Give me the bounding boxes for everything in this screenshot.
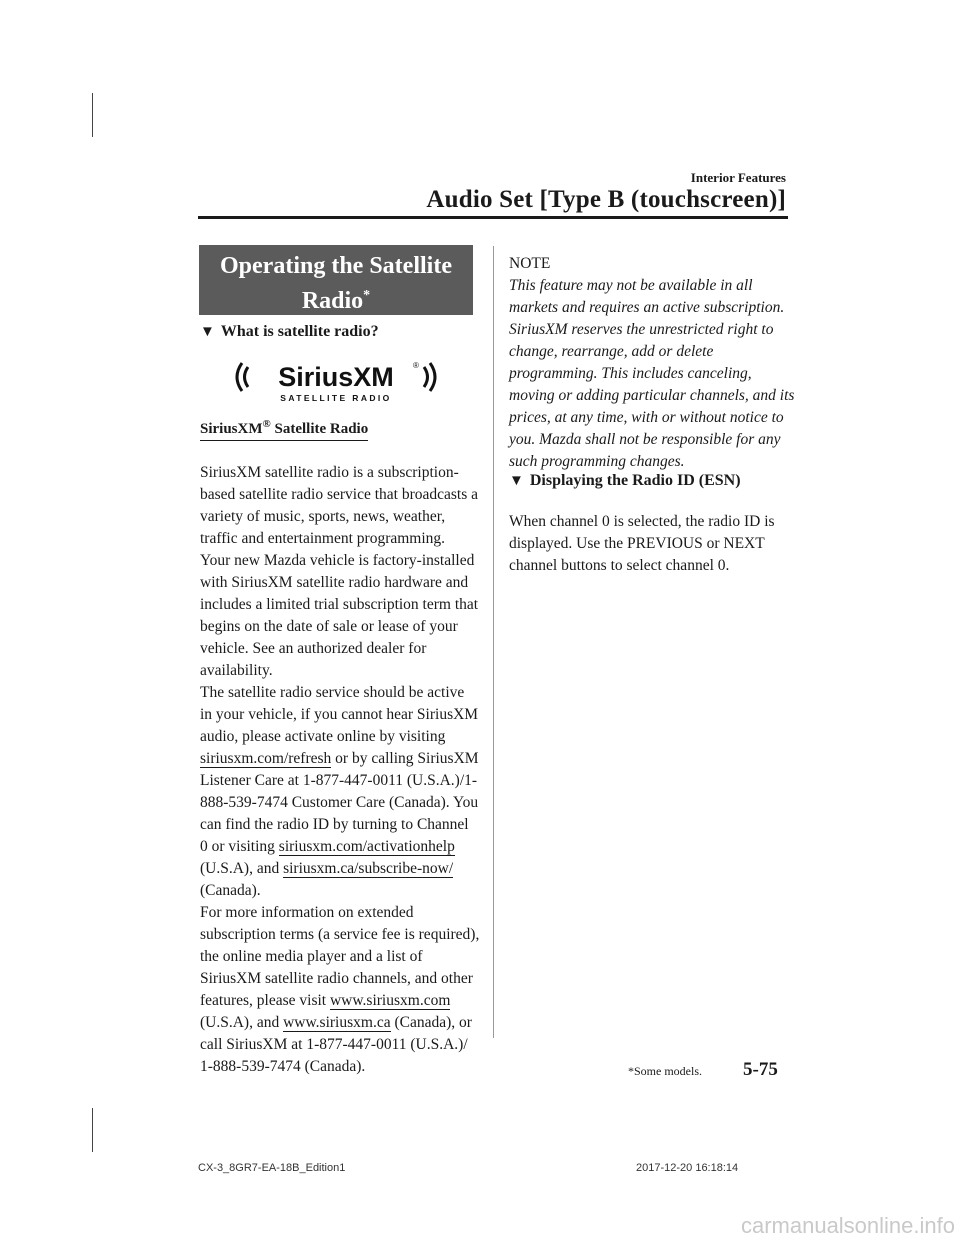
satellite-radio-body: [200, 462, 480, 1078]
subhead-label: What is satellite radio?: [220, 323, 379, 340]
link-www-siriusxm-ca[interactable]: www.siriusxm.ca: [283, 1014, 391, 1031]
note-block: [509, 253, 795, 473]
logo-reg-mark: ®: [413, 361, 419, 370]
some-models-star: *: [363, 288, 371, 303]
footnote: *Some models.: [628, 1064, 702, 1078]
link-siriusxm-refresh[interactable]: siriusxm.com/refresh: [200, 750, 332, 767]
paragraph: [200, 682, 480, 902]
radio-id-text: When channel 0 is selected, the radio ID is displayed. Use the PREVIOUS or NEXT channel buttons to select channel 0.: [509, 513, 775, 574]
logo-brand-text: SiriusXM: [278, 362, 394, 392]
paragraph: Your new Mazda vehicle is factory-installed with SiriusXM satellite radio hardware and includes a limited trial subscription term that begins on the date of sale or lease of your vehicle. See an authorized dealer for availability.: [200, 552, 479, 679]
note-label: NOTE: [509, 255, 551, 272]
section-heading-box: [199, 245, 473, 315]
caption-brand: SiriusXM: [200, 421, 263, 437]
triangle-down-icon: ▼: [200, 324, 215, 340]
note-text: This feature may not be available in all markets and requires an active subscription. SiriusXM reserves the unrestricted right to change, rearrange, add or delete programming. This includes canceling, moving or adding particular channels, and its prices, at any time, with or without notice to you. Mazda shall not be responsible for any such programming changes.: [509, 277, 795, 470]
subhead-what-is-satellite-radio: [200, 323, 379, 341]
link-www-siriusxm-com[interactable]: www.siriusxm.com: [329, 992, 451, 1009]
crop-mark: [92, 93, 93, 137]
subhead-radio-id: [509, 472, 741, 490]
caption-reg-mark: ®: [262, 418, 271, 430]
link-activationhelp[interactable]: siriusxm.com/activationhelp: [278, 838, 455, 855]
page-number: 5-75: [743, 1059, 778, 1080]
text-run: (Canada), or call SiriusXM at 1-877-447-0011 (U.S.A.)/ 1-888-539-7474 (Canada).: [200, 1014, 472, 1075]
text-run: For more information on extended subscription terms (a service fee is required), the online media player and a list of SiriusXM satellite radio channels, and other features, please visit: [200, 904, 480, 1009]
paragraph: SiriusXM satellite radio is a subscription-based satellite radio service that broadcasts a variety of music, sports, news, weather, traffic and entertainment programming.: [200, 464, 479, 547]
link-siriusxm-ca-subscribe[interactable]: siriusxm.ca/subscribe-now/: [283, 860, 454, 877]
column-divider: [493, 246, 494, 1038]
crop-mark: [92, 1108, 93, 1152]
text-run: (U.S.A), and: [200, 1014, 284, 1031]
logo-caption: [200, 418, 368, 441]
header-section-label: Interior Features: [690, 170, 786, 185]
caption-text: Satellite Radio: [270, 421, 369, 437]
text-run: The satellite radio service should be active in your vehicle, if you cannot hear SiriusXM audio, please activate online by visiting: [200, 684, 479, 745]
siriusxm-logo: [230, 355, 442, 405]
text-run: or by calling SiriusXM Listener Care at 1-877-447-0011 (U.S.A.)/1-888-539-7474 Customer Care (Canada). You can find the radio ID by turning to Channel 0 or visiting: [200, 750, 479, 855]
section-heading-line2: [199, 281, 473, 316]
page-title: Audio Set [Type B (touchscreen)]: [426, 186, 786, 213]
logo-subtitle: SATELLITE RADIO: [280, 393, 392, 403]
triangle-down-icon: ▼: [509, 473, 524, 489]
text-run: (U.S.A), and: [200, 860, 284, 877]
header-rule: [198, 216, 788, 219]
subhead-label: Displaying the Radio ID (ESN): [529, 472, 741, 489]
footer-file-id: CX-3_8GR7-EA-18B_Edition1: [198, 1162, 346, 1174]
watermark: carmanualsonline.info: [740, 1213, 955, 1238]
section-heading-line1: Operating the Satellite: [220, 253, 452, 279]
footer-timestamp: 2017-12-20 16:18:14: [636, 1162, 739, 1174]
paragraph: [200, 902, 480, 1078]
section-heading-radio: Radio: [301, 288, 364, 314]
text-run: (Canada).: [200, 882, 261, 899]
